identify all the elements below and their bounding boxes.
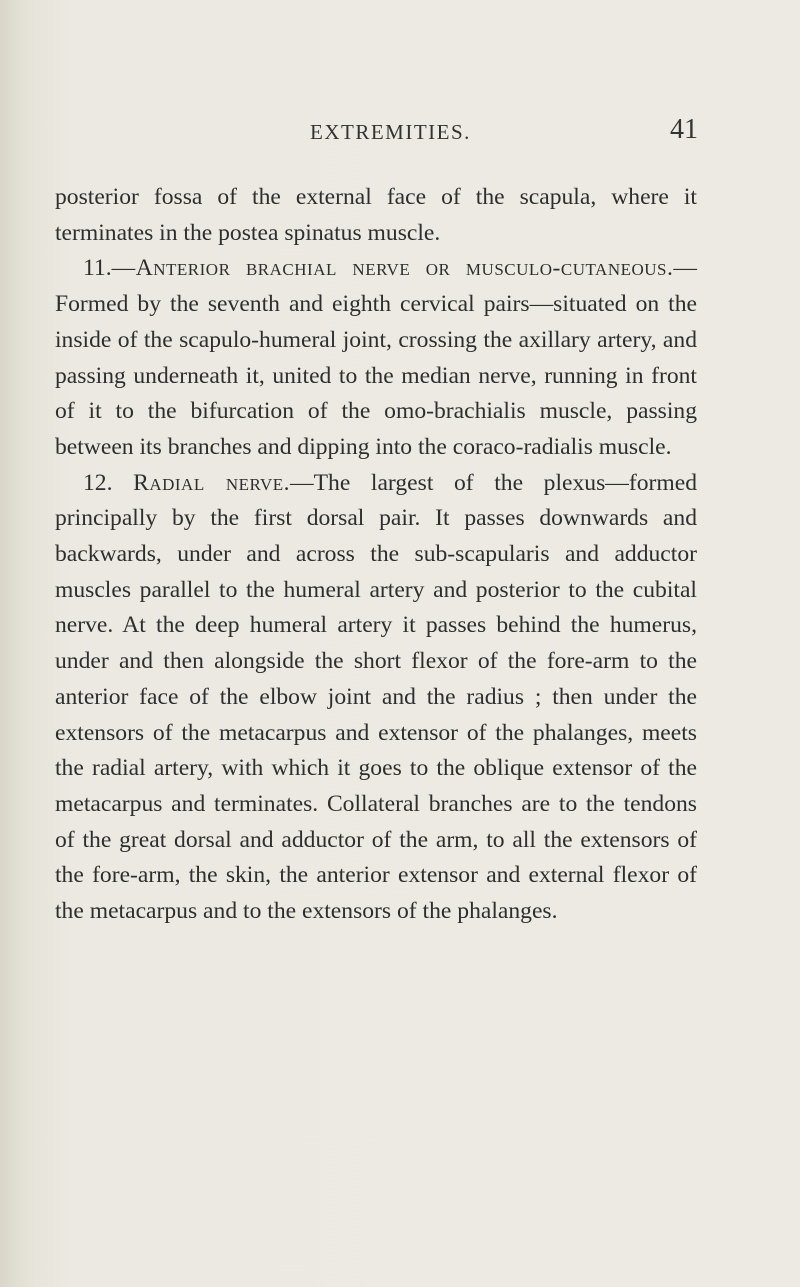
section-heading: Radial nerve. bbox=[133, 469, 291, 496]
paragraph-radial-nerve bbox=[55, 466, 697, 930]
paragraph-number: 12. bbox=[83, 469, 113, 496]
paragraph-text: posterior fossa of the external face of the scapula, where it terminates in the postea spinatus muscle. bbox=[55, 184, 697, 246]
paragraph-text: —Formed by the seventh and eighth cervical pairs—situated on the inside of the scapulo-humeral joint, crossing the axillary artery, and passing underneath it, united to the median nerve, running in front of it to the bifurcation of the omo-brachialis muscle, passing between its branches and dipping into the coraco-radialis muscle. bbox=[55, 255, 697, 460]
running-head: EXTREMITIES. bbox=[310, 120, 471, 144]
page-header bbox=[0, 114, 800, 156]
paragraph-text: —The largest of the plexus—formed principally by the first dorsal pair. It passes downwards and backwards, under and across the sub-scapularis and adductor muscles parallel to the humeral artery and posterior to the cubital nerve. At the deep humeral artery it passes behind the humerus, under and then alongside the short flexor of the fore-arm to the anterior face of the elbow joint and the radius ; then under the extensors of the metacarpus and extensor of the phalanges, meets the radial artery, with which it goes to the oblique extensor of the metacarpus and terminates. Collateral branches are to the tendons of the great dorsal and adductor of the arm, to all the extensors of the fore-arm, the skin, the anterior extensor and external flexor of the metacarpus and to the extensors of the phalanges. bbox=[55, 469, 697, 925]
page-number: 41 bbox=[670, 114, 698, 145]
paragraph-continuation bbox=[55, 180, 697, 251]
body-text bbox=[55, 180, 697, 930]
paragraph-number: 11. bbox=[83, 255, 112, 282]
paragraph-anterior-brachial-nerve bbox=[55, 251, 697, 465]
section-heading: —Anterior brachial nerve or musculo-cutaneous. bbox=[111, 255, 674, 282]
